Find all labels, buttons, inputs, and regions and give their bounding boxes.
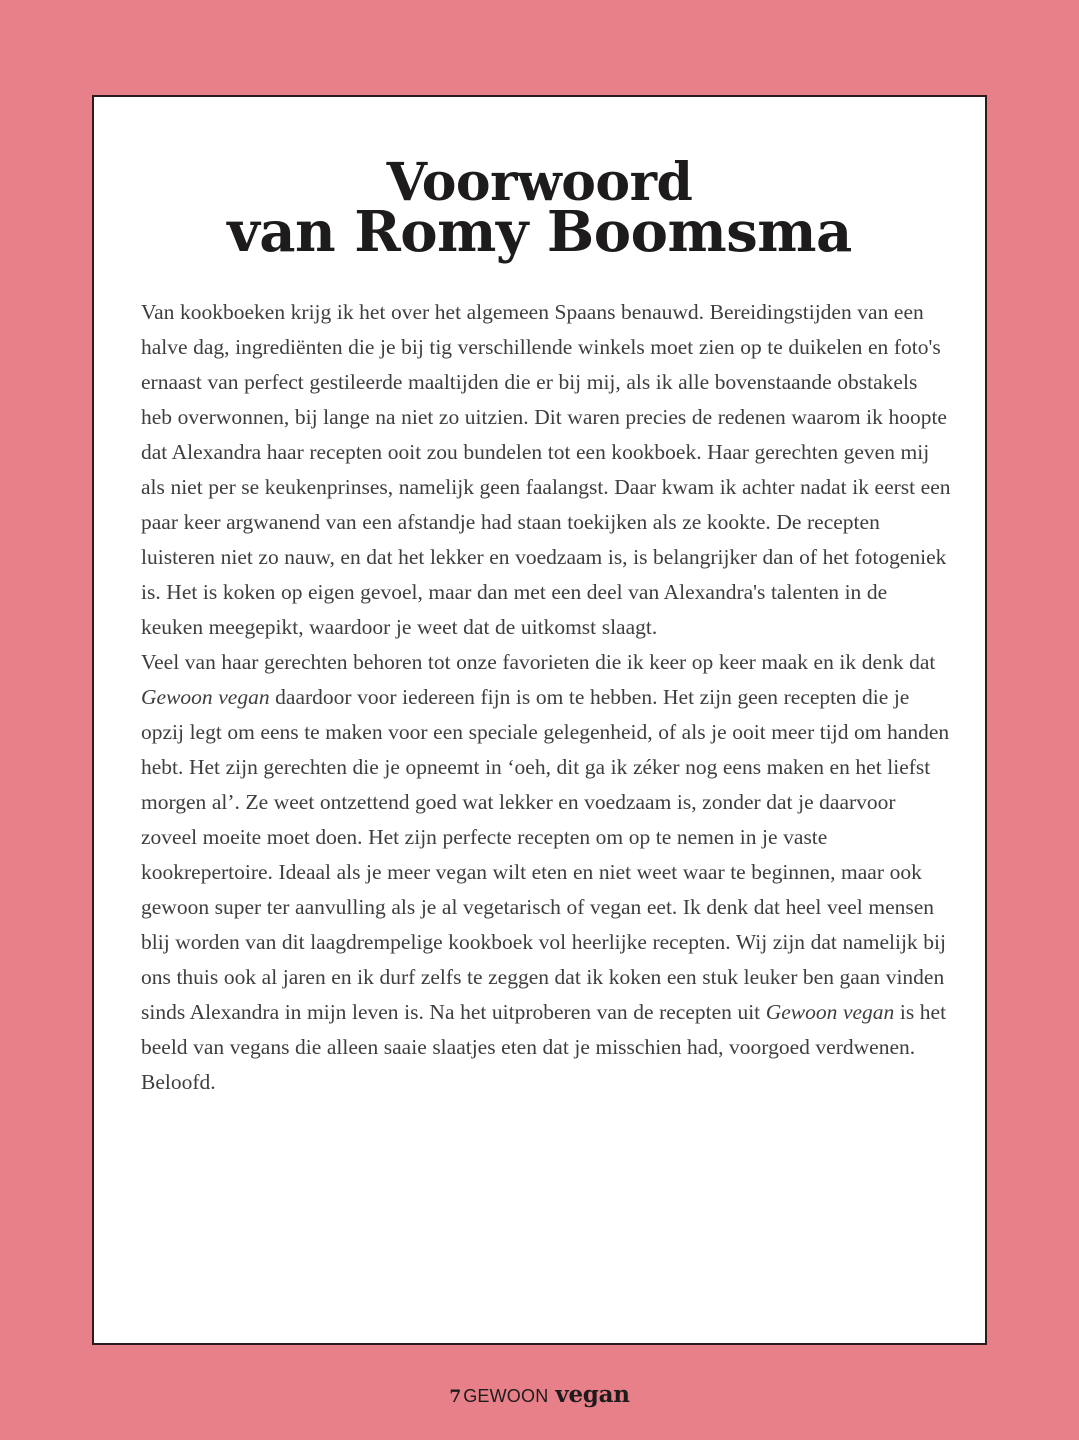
title-line-voorwoord: Voorwoord xyxy=(386,152,693,213)
paragraph-1 xyxy=(141,295,953,645)
footer-brand-gewoon: GEWOON xyxy=(463,1386,549,1406)
paragraph-2-text-b: daardoor voor iedereen fijn is om te hebben. Het zijn geen recepten die je opzij legt om eens te maken voor een speciale gelegenheid, of als je ooit meer tijd om handen hebt. Het zijn gerechten die je opneemt in ‘oeh, dit ga ik zéker nog eens maken en het liefst morgen al’. Ze weet ontzettend goed wat lekker en voedzaam is, zonder dat je daarvoor zoveel moeite moet doen. Het zijn perfecte recepten om op te nemen in je vaste kookrepertoire. Ideaal als je meer vegan wilt eten en niet weet waar te beginnen, maar ook gewoon super ter aanvulling als je al vegetarisch of vegan eet. Ik denk dat heel veel mensen blij worden van dit laagdrempelige kookboek vol heerlijke recepten. Wij zijn dat namelijk bij ons thuis ook al jaren en ik durf zelfs te zeggen dat ik koken een stuk leuker ben gaan vinden sinds Alexandra in mijn leven is. Na het uitproberen van de recepten uit xyxy=(141,685,950,1024)
book-title-emphasis-1: Gewoon vegan xyxy=(141,685,270,709)
footer-page-number: 7 xyxy=(449,1387,462,1407)
page-title xyxy=(94,152,985,265)
page-footer xyxy=(0,1381,1079,1408)
paragraph-2-text-a: Veel van haar gerechten behoren tot onze favorieten die ik keer op keer maak en ik denk dat xyxy=(141,650,936,674)
paragraph-2 xyxy=(141,645,953,1100)
footer-brand-vegan: vegan xyxy=(555,1381,630,1408)
paragraph-1-text: Van kookboeken krijg ik het over het algemeen Spaans benauwd. Bereidingstijden van een halve dag, ingrediënten die je bij tig verschillende winkels moet zien op te duikelen en foto's ernaast van perfect gestileerde maaltijden die er bij mij, als ik alle bovenstaande obstakels heb overwonnen, bij lange na niet zo uitzien. Dit waren precies de redenen waarom ik hoopte dat Alexandra haar recepten ooit zou bundelen tot een kookboek. Haar gerechten geven mij als niet per se keukenprinses, namelijk geen faalangst. Daar kwam ik achter nadat ik eerst een paar keer argwanend van een afstandje had staan toekijken als ze kookte. De recepten luisteren niet zo nauw, en dat het lekker en voedzaam is, is belangrijker dan of het fotogeniek is. Het is koken op eigen gevoel, maar dan met een deel van Alexandra's talenten in de keuken meegepikt, waardoor je weet dat de uitkomst slaagt. xyxy=(141,300,951,639)
page-card xyxy=(92,95,987,1345)
body-text-column xyxy=(141,295,953,1100)
paragraph-2-text-c: is het beeld van vegans die alleen saaie slaatjes eten dat je misschien had, voorgoed verdwenen. Beloofd. xyxy=(141,1000,947,1094)
title-line-author: van Romy Boomsma xyxy=(227,198,852,265)
book-title-emphasis-2: Gewoon vegan xyxy=(765,1000,895,1024)
